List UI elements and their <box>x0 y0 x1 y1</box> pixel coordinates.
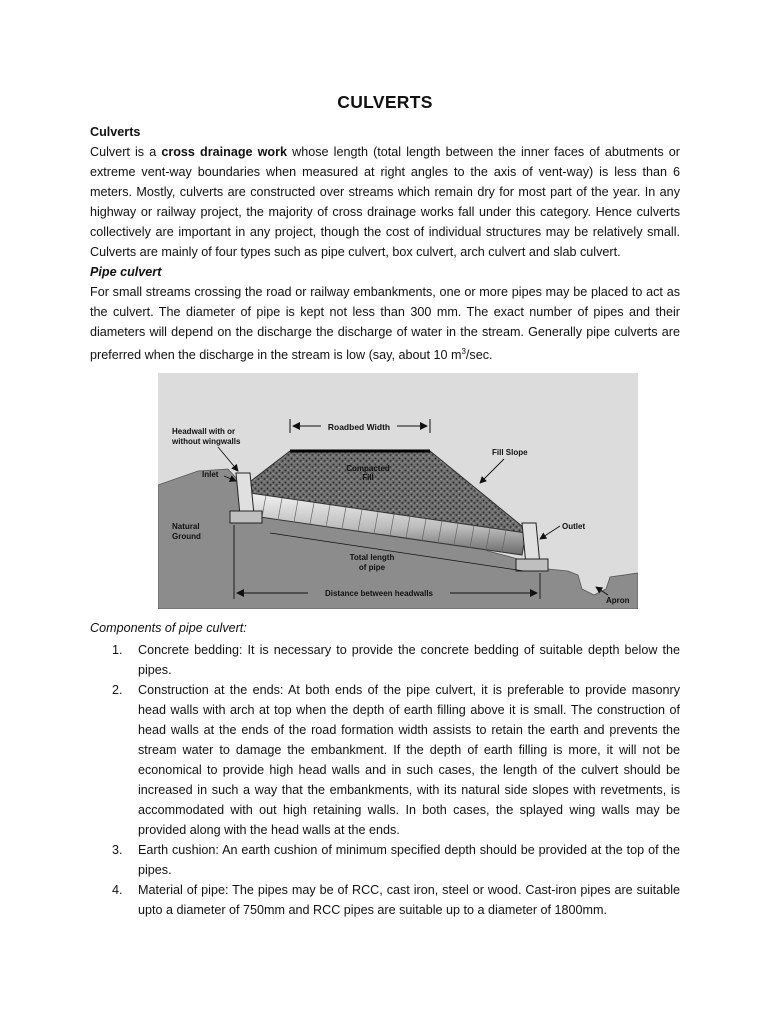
label-fill-slope: Fill Slope <box>492 448 528 458</box>
label-inlet: Inlet <box>202 470 219 480</box>
intro-bold-term: cross drainage work <box>161 145 288 159</box>
section-heading: Culverts <box>90 125 141 139</box>
list-item: 4. Material of pipe: The pipes may be of RCC, cast iron, steel or wood. Cast-iron pipes are suitable upto a diameter of 750mm and RCC pipes are suitable up to a diameter of 1800mm. <box>112 883 680 918</box>
label-compacted-fill-line2: Fill <box>362 473 374 483</box>
label-outlet: Outlet <box>562 522 586 532</box>
pipe-culvert-diagram <box>158 373 638 609</box>
inlet-footing <box>230 511 262 523</box>
components-list <box>90 640 680 920</box>
label-apron: Apron <box>606 596 630 606</box>
label-total-length-line2: of pipe <box>358 563 386 573</box>
label-headwall-line1: Headwall with or <box>172 427 236 437</box>
list-item: 1. Concrete bedding: It is necessary to provide the concrete bedding of suitable depth below the pipes. <box>112 643 680 678</box>
list-item: 2. Construction at the ends: At both ends of the pipe culvert, it is preferable to provide masonry head walls with arch at top when the depth of earth filling above it is small. The construction of head walls at the ends of the road formation width assists to retain the earth and prevents the stream water to damage the embankment. If the depth of earth filling is more, it will not be economical to provide high head walls and in such cases, the length of the culvert should be increased in such a way that the embankments, with its natural side slopes with revetments, is accommodated with out high retaining walls. In both cases, the splayed wing walls may be provided along with the head walls at the ends. <box>112 683 680 838</box>
document-body <box>90 92 680 920</box>
label-roadbed-width: Roadbed Width <box>327 422 391 433</box>
label-total-length-line1: Total length <box>349 553 395 563</box>
components-caption: Components of pipe culvert: <box>90 621 247 636</box>
label-natural-ground-line2: Ground <box>172 532 201 542</box>
outlet-footing <box>516 559 548 571</box>
page-title: CULVERTS <box>337 92 433 112</box>
label-distance-between-headwalls: Distance between headwalls <box>324 589 434 599</box>
intro-paragraph: Culvert is a cross drainage work whose length (total length between the inner faces of abutments or extreme vent-way boundaries when measured at right angles to the axis of vent-way) is less than 6 meters. Mostly, culverts are constructed over streams which remain dry for most part of the year. In any highway or railway project, the majority of cross drainage works fall under this category. Hence culverts collectively are important in any project, though the cost of individual structures may be relatively small. Culverts are mainly of four types such as pipe culvert, box culvert, arch culvert and slab culvert. <box>90 145 680 259</box>
list-item: 3. Earth cushion: An earth cushion of minimum specified depth should be provided at the top of the pipes. <box>112 843 680 878</box>
pipe-culvert-paragraph: For small streams crossing the road or railway embankments, one or more pipes may be placed to act as the culvert. The diameter of pipe is kept not less than 300 mm. The exact number of pipes and their diameters will depend on the discharge the discharge of water in the stream. Generally pipe culverts are preferred when the discharge in the stream is low (say, about 10 $m^3/\sec$. <box>90 285 680 363</box>
pipe-culvert-heading: Pipe culvert <box>90 265 162 279</box>
label-natural-ground-line1: Natural <box>172 522 200 532</box>
label-compacted-fill-line1: Compacted <box>346 464 390 474</box>
label-headwall-line2: without wingwalls <box>172 437 241 447</box>
